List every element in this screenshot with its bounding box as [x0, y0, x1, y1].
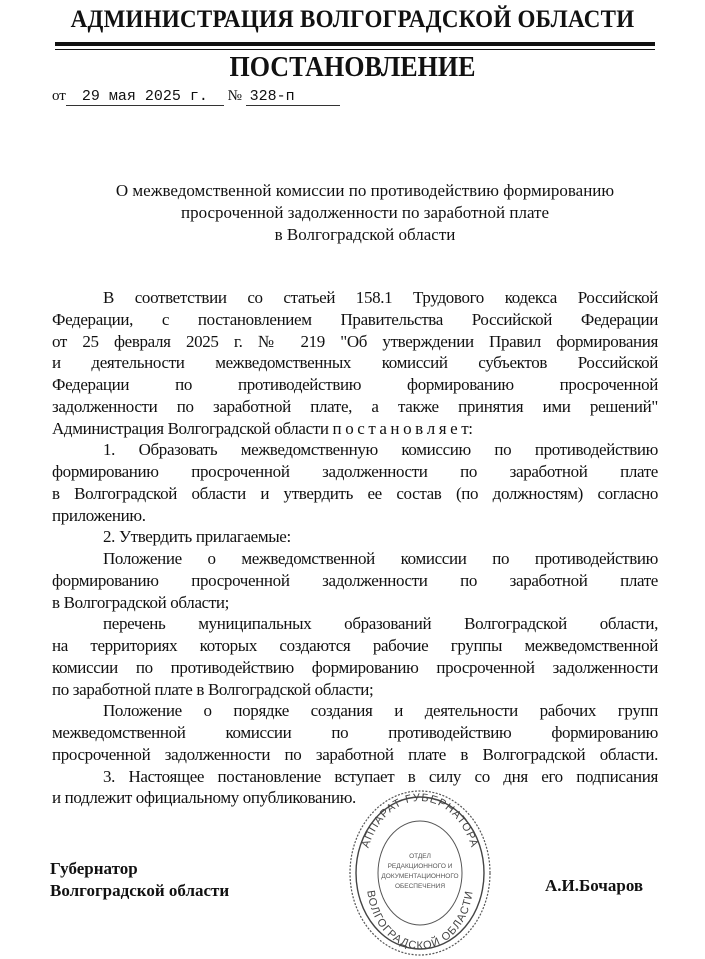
organization-heading: АДМИНИСТРАЦИЯ ВОЛГОГРАДСКОЙ ОБЛАСТИ	[70, 6, 635, 33]
title-line: просроченной задолженности по заработной плате	[180, 203, 550, 222]
body-line: на территориях которых создаются рабочие группы межведомственной	[52, 636, 658, 655]
position-line: Губернатор	[50, 859, 138, 878]
date-number-line	[52, 88, 340, 106]
signatory-name: А.И.Бочаров	[545, 876, 644, 895]
number-prefix: №	[227, 88, 242, 104]
body-line: в Волгоградской области и утвердить ее состав (по должностям) согласно	[52, 483, 658, 503]
signatory-position	[50, 858, 229, 902]
header-rule-thick	[55, 42, 655, 46]
document-body	[52, 287, 658, 809]
body-line: Федерации по противодействию формированию просроченной	[52, 375, 658, 394]
body-line: Положение о порядке создания и деятельности рабочих групп	[103, 701, 658, 721]
body-line: комиссии по противодействию формированию просроченной задолженности	[52, 657, 658, 677]
body-line: Администрация Волгоградской области п о с т а н о в л я е т:	[52, 418, 473, 438]
official-stamp	[345, 788, 495, 958]
body-line: В соответствии со статьей 158.1 Трудового кодекса Российской	[103, 288, 658, 307]
position-line: Волгоградской области	[50, 881, 230, 900]
body-line: в Волгоградской области;	[52, 592, 230, 612]
body-line: формированию просроченной задолженности по заработной плате	[52, 570, 658, 590]
body-line: приложению.	[52, 505, 146, 525]
body-line: перечень муниципальных образований Волгоградской области,	[103, 614, 658, 634]
document-number: 328-п	[246, 88, 340, 106]
stamp-center-text: РЕДАКЦИОННОГО И	[387, 863, 453, 870]
stamp-center-text: ОБЕСПЕЧЕНИЯ	[394, 883, 446, 890]
body-line: и подлежит официальному опубликованию.	[52, 788, 356, 808]
body-line: задолженности по заработной плате, а также принятия ими решений"	[52, 396, 658, 416]
document-date: 29 мая 2025 г.	[66, 88, 224, 106]
title-line: О межведомственной комиссии по противодействию формированию	[115, 181, 615, 200]
body-line: Положение о межведомственной комиссии по противодействию	[103, 549, 658, 568]
body-line: 3. Настоящее постановление вступает в силу со дня его подписания	[103, 766, 658, 786]
stamp-center-text: ДОКУМЕНТАЦИОННОГО	[381, 873, 459, 880]
body-line: формированию просроченной задолженности по заработной плате	[52, 462, 658, 481]
body-line: просроченной задолженности по заработной плате в Волгоградской области.	[52, 744, 658, 764]
svg-text:АППАРАТ ГУБЕРНАТОРА: АППАРАТ ГУБЕРНАТОРА	[359, 791, 481, 850]
svg-text:ВОЛГОГРАДСКОЙ ОБЛАСТИ: ВОЛГОГРАДСКОЙ ОБЛАСТИ	[364, 889, 476, 953]
document-type: ПОСТАНОВЛЕНИЕ	[229, 52, 476, 83]
body-line: от 25 февраля 2025 г. № 219 "Об утверждении Правил формирования	[52, 331, 658, 351]
body-line: 2. Утвердить прилагаемые:	[103, 527, 291, 547]
stamp-center-text: ОТДЕЛ	[409, 853, 431, 860]
body-line: межведомственной комиссии по противодействию формированию	[52, 723, 658, 742]
body-line: Федерации, с постановлением Правительства Российской Федерации	[52, 309, 658, 329]
body-line: и деятельности межведомственных комиссий субъектов Российской	[52, 353, 658, 373]
header-rule-thin	[55, 49, 655, 50]
title-line: в Волгоградской области	[274, 225, 456, 244]
body-line: 1. Образовать межведомственную комиссию по противодействию	[103, 440, 658, 460]
date-prefix: от	[52, 88, 66, 104]
document-title	[0, 180, 705, 246]
body-line: по заработной плате в Волгоградской области;	[52, 679, 374, 699]
